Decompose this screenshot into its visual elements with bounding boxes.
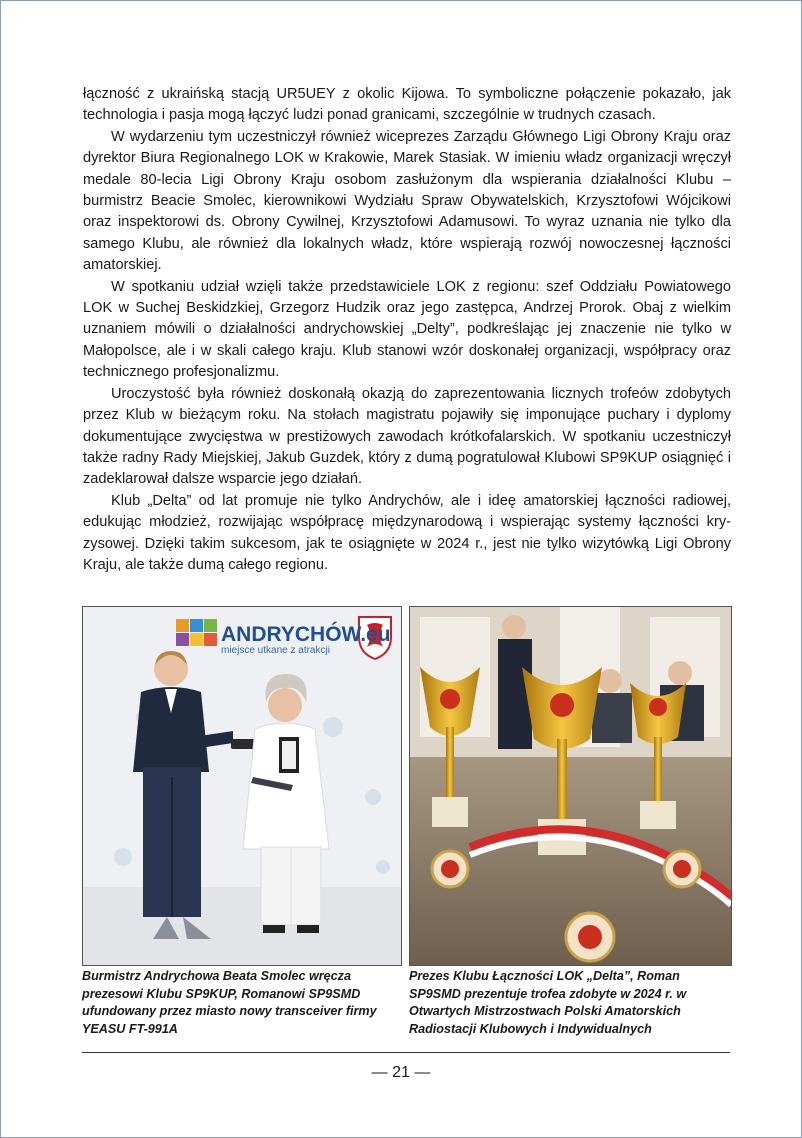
paragraph: W spotkaniu udział wzięli także przedstawiciele LOK z regionu: szef Oddziału Powiatowego LOK w Suchej Beskidzkiej, Grzegorz Hudzik oraz jego zastępca, Andrzej Prorok. Obaj z wielkim uznaniem mówili o działalności andrychowskiej „Delty”, podkreślając jej znaczenie nie tylko w Małopolsce, ale i w skali całego kraju. Klub stanowi wzór doskonałej organizacji, współpracy oraz technicznego profesjonalizmu. [83,278,731,381]
footer-rule [82,1052,730,1053]
page-number: — 21 — [371,1064,431,1081]
photo-caption-right: Prezes Klubu Łączności LOK „Delta”, Roman SP9SMD prezentuje trofea zdobyte w 2024 r. w Otwartych Mistrzostwach Polski Amatorskich Radiostacji Klubowych i Indywidualnych [409,969,687,1036]
article-body [83,84,731,576]
paragraph: Uroczystość była również doskonałą okazją do zaprezentowania licznych trofeów zdobytych przez Klub w bieżącym roku. Na stołach magistratu pojawiły się imponujące puchary i dyplomy dokumentujące zwycięstwa w prestiżowych zawodach krótkofalarskich. W spotkaniu uczestniczył także radny Rady Miejskiej, Jakub Guzdek, który z dumą pogratulował Klubowi SP9KUP osiągnięć i zadeklarował dalsze wsparcie jego działań. [83,385,731,488]
paragraph: łączność z ukraińską stacją UR5UEY z okolic Kijowa. To symboliczne połączenie pokazało, jak technologia i pasja mogą łączyć ludzi ponad granicami, szczególnie w trudnych czasach. [83,86,731,124]
photo-trophies [409,606,732,966]
andrychow-logo-text: ANDRYCHÓW.eu [221,623,391,646]
photo-transceiver-handover [82,606,402,966]
paragraph: W wydarzeniu tym uczestniczył również wiceprezes Zarządu Głównego Ligi Obrony Kraju oraz dyrektor Biura Regionalnego LOK w Krakowie, Marek Stasiak. W imieniu władz organizacji wręczył medale 80-lecia Ligi Obrony Kraju osobom zasłużonym dla wspierania działalności Klubu – burmistrz Beacie Smolec, kierownikowi Wydziału Spraw Obywatelskich, Krzysztofowi Wójcikowi oraz inspektorowi ds. Obrony Cywilnej, Krzysztofowi Adamusowi. To wyraz uznania nie tylko dla samego Klubu, ale również dla lokalnych władz, które wspierają rozwój nowoczesnej łączności amatorskiej. [83,128,731,274]
paragraph: Klub „Delta” od lat promuje nie tylko Andrychów, ale i ideę amatorskiej łączności radiowej, edukując młodzież, rozwijając współpracę międzynarodową i wspierając systemy łączności kryzysowej. Dzięki takim sukcesom, jak te osiągnięte w 2024 r., jest nie tylko wizytówką Ligi Obrony Kraju, ale także dumą całego regionu. [83,492,731,573]
andrychow-logo-subtext: miejsce utkane z atrakcji [221,645,330,656]
photo-caption-left: Burmistrz Andrychowa Beata Smolec wręcza prezesowi Klubu SP9KUP, Romanowi SP9SMD ufundowany przez miasto nowy transceiver firmy YEASU FT-991A [82,969,377,1036]
